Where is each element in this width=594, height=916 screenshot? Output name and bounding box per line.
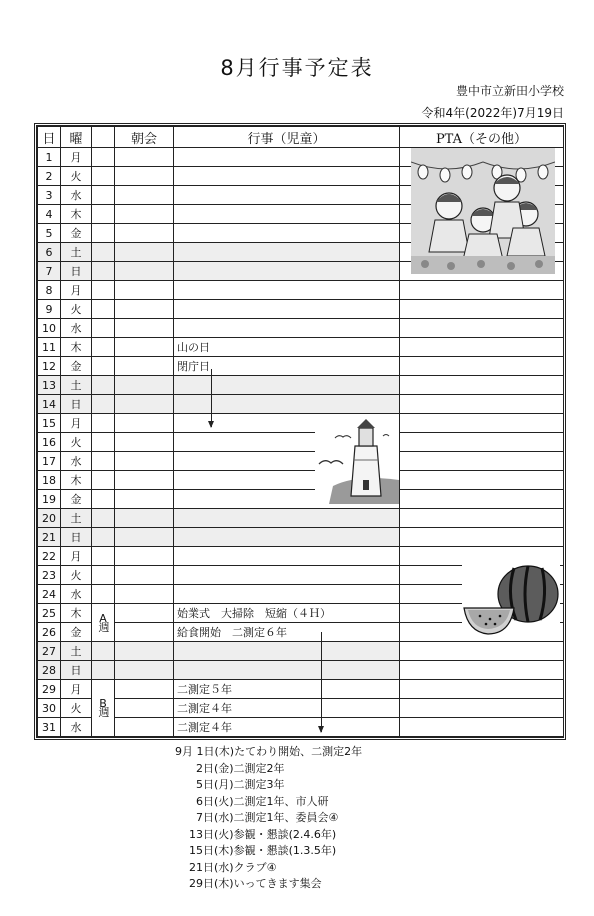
table-row bbox=[38, 433, 564, 452]
event-cell bbox=[174, 661, 400, 680]
weekday: 金 bbox=[61, 490, 92, 509]
day-number: 22 bbox=[38, 547, 61, 566]
event-cell: 始業式 大掃除 短縮（４Ｈ） bbox=[174, 604, 400, 623]
day-number: 31 bbox=[38, 718, 61, 737]
day-number: 15 bbox=[38, 414, 61, 433]
weekday: 日 bbox=[61, 528, 92, 547]
pta-cell bbox=[400, 357, 564, 376]
event-cell: 山の日 bbox=[174, 338, 400, 357]
day-number: 20 bbox=[38, 509, 61, 528]
table-row bbox=[38, 490, 564, 509]
weekday: 水 bbox=[61, 452, 92, 471]
morning-assembly-cell bbox=[115, 680, 174, 699]
weekday: 土 bbox=[61, 509, 92, 528]
event-cell bbox=[174, 281, 400, 300]
weekday: 水 bbox=[61, 718, 92, 737]
table-row bbox=[38, 300, 564, 319]
morning-assembly-cell bbox=[115, 376, 174, 395]
morning-assembly-cell bbox=[115, 623, 174, 642]
weekday: 木 bbox=[61, 205, 92, 224]
week-cell bbox=[92, 167, 115, 186]
header-pta: PTA（その他） bbox=[400, 127, 564, 148]
weekday: 木 bbox=[61, 604, 92, 623]
day-number: 12 bbox=[38, 357, 61, 376]
morning-assembly-cell bbox=[115, 699, 174, 718]
pta-cell bbox=[400, 300, 564, 319]
table-row bbox=[38, 642, 564, 661]
week-cell bbox=[92, 547, 115, 566]
day-number: 28 bbox=[38, 661, 61, 680]
day-number: 18 bbox=[38, 471, 61, 490]
day-number: 4 bbox=[38, 205, 61, 224]
weekday: 火 bbox=[61, 433, 92, 452]
morning-assembly-cell bbox=[115, 452, 174, 471]
morning-assembly-cell bbox=[115, 604, 174, 623]
morning-assembly-cell bbox=[115, 186, 174, 205]
pta-cell bbox=[400, 452, 564, 471]
weekday: 金 bbox=[61, 357, 92, 376]
table-row bbox=[38, 528, 564, 547]
weekday: 水 bbox=[61, 319, 92, 338]
table-row bbox=[38, 718, 564, 737]
day-number: 29 bbox=[38, 680, 61, 699]
event-cell bbox=[174, 528, 400, 547]
table-row bbox=[38, 338, 564, 357]
weekday: 日 bbox=[61, 661, 92, 680]
day-number: 8 bbox=[38, 281, 61, 300]
event-cell bbox=[174, 509, 400, 528]
note-line: 21日(水)クラブ④ bbox=[175, 860, 277, 874]
table-header-row bbox=[38, 127, 564, 148]
event-cell bbox=[174, 547, 400, 566]
day-number: 23 bbox=[38, 566, 61, 585]
morning-assembly-cell bbox=[115, 205, 174, 224]
weekday: 水 bbox=[61, 186, 92, 205]
table-row bbox=[38, 509, 564, 528]
day-number: 7 bbox=[38, 262, 61, 281]
morning-assembly-cell bbox=[115, 547, 174, 566]
summer-festival-illustration bbox=[411, 148, 555, 274]
pta-cell bbox=[400, 338, 564, 357]
pta-cell bbox=[400, 509, 564, 528]
school-name: 豊中市立新田小学校 bbox=[455, 84, 564, 98]
note-line: 5日(月)二測定3年 bbox=[175, 778, 285, 791]
day-number: 10 bbox=[38, 319, 61, 338]
event-cell: 二測定４年 bbox=[174, 718, 400, 737]
morning-assembly-cell bbox=[115, 718, 174, 737]
event-cell: 閉庁日 bbox=[174, 357, 400, 376]
week-cell bbox=[92, 528, 115, 547]
week-cell bbox=[92, 205, 115, 224]
event-cell: 二測定５年 bbox=[174, 680, 400, 699]
note-line: 9月 1日(木)たてわり開始、二測定2年 bbox=[175, 745, 363, 758]
note-line: 29日(木)いってきます集会 bbox=[175, 877, 322, 890]
morning-assembly-cell bbox=[115, 357, 174, 376]
weekday: 土 bbox=[61, 376, 92, 395]
week-cell bbox=[92, 566, 115, 585]
header-weekday: 曜 bbox=[61, 127, 92, 148]
note-line: 7日(水)二測定1年、委員会④ bbox=[175, 811, 339, 824]
day-number: 16 bbox=[38, 433, 61, 452]
pta-cell bbox=[400, 433, 564, 452]
note-line: 6日(火)二測定1年、市人研 bbox=[175, 794, 329, 808]
day-number: 25 bbox=[38, 604, 61, 623]
week-cell bbox=[92, 338, 115, 357]
morning-assembly-cell bbox=[115, 490, 174, 509]
morning-assembly-cell bbox=[115, 642, 174, 661]
week-label-b bbox=[92, 680, 115, 737]
week-cell bbox=[92, 281, 115, 300]
pta-cell bbox=[400, 414, 564, 433]
day-number: 2 bbox=[38, 167, 61, 186]
week-cell bbox=[92, 414, 115, 433]
event-cell bbox=[174, 566, 400, 585]
day-number: 6 bbox=[38, 243, 61, 262]
weekday: 木 bbox=[61, 338, 92, 357]
morning-assembly-cell bbox=[115, 566, 174, 585]
table-row bbox=[38, 357, 564, 376]
pta-cell bbox=[400, 471, 564, 490]
pta-cell bbox=[400, 395, 564, 414]
day-number: 1 bbox=[38, 148, 61, 167]
day-number: 30 bbox=[38, 699, 61, 718]
week-label-a bbox=[92, 604, 115, 642]
day-number: 19 bbox=[38, 490, 61, 509]
week-cell bbox=[92, 186, 115, 205]
morning-assembly-cell bbox=[115, 661, 174, 680]
pta-cell bbox=[400, 281, 564, 300]
note-line: 2日(金)二測定2年 bbox=[175, 761, 285, 775]
morning-assembly-cell bbox=[115, 262, 174, 281]
event-cell bbox=[174, 186, 400, 205]
event-cell: 二測定４年 bbox=[174, 699, 400, 718]
week-cell bbox=[92, 452, 115, 471]
day-number: 26 bbox=[38, 623, 61, 642]
week-cell bbox=[92, 376, 115, 395]
week-cell bbox=[92, 661, 115, 680]
morning-assembly-cell bbox=[115, 509, 174, 528]
day-number: 17 bbox=[38, 452, 61, 471]
event-cell bbox=[174, 300, 400, 319]
weekday: 火 bbox=[61, 167, 92, 186]
day-number: 14 bbox=[38, 395, 61, 414]
morning-assembly-cell bbox=[115, 281, 174, 300]
table-row bbox=[38, 414, 564, 433]
issue-date: 令和4年(2022年)7月19日 bbox=[421, 106, 564, 120]
header-events: 行事（児童） bbox=[174, 127, 400, 148]
weekday: 木 bbox=[61, 471, 92, 490]
september-notes bbox=[175, 744, 362, 893]
week-cell bbox=[92, 509, 115, 528]
weekday: 火 bbox=[61, 699, 92, 718]
morning-assembly-cell bbox=[115, 395, 174, 414]
day-number: 3 bbox=[38, 186, 61, 205]
pta-cell bbox=[400, 376, 564, 395]
week-cell bbox=[92, 471, 115, 490]
weekday: 土 bbox=[61, 243, 92, 262]
week-cell bbox=[92, 243, 115, 262]
watermelon-illustration bbox=[462, 562, 560, 638]
event-cell bbox=[174, 642, 400, 661]
table-row bbox=[38, 699, 564, 718]
pta-cell bbox=[400, 490, 564, 509]
event-cell bbox=[174, 395, 400, 414]
day-number: 9 bbox=[38, 300, 61, 319]
day-number: 24 bbox=[38, 585, 61, 604]
day-number: 21 bbox=[38, 528, 61, 547]
lighthouse-illustration bbox=[315, 416, 399, 504]
weekday: 火 bbox=[61, 300, 92, 319]
weekday: 火 bbox=[61, 566, 92, 585]
morning-assembly-cell bbox=[115, 148, 174, 167]
header-week bbox=[92, 127, 115, 148]
closed-period-arrow bbox=[211, 369, 212, 427]
table-row bbox=[38, 281, 564, 300]
weekday: 金 bbox=[61, 623, 92, 642]
measurement-period-arrow bbox=[321, 632, 322, 732]
day-number: 27 bbox=[38, 642, 61, 661]
header-morning-assembly: 朝会 bbox=[115, 127, 174, 148]
week-cell bbox=[92, 300, 115, 319]
table-row bbox=[38, 471, 564, 490]
weekday: 日 bbox=[61, 395, 92, 414]
pta-cell bbox=[400, 718, 564, 737]
weekday: 月 bbox=[61, 414, 92, 433]
morning-assembly-cell bbox=[115, 224, 174, 243]
morning-assembly-cell bbox=[115, 319, 174, 338]
weekday: 月 bbox=[61, 680, 92, 699]
morning-assembly-cell bbox=[115, 338, 174, 357]
week-cell bbox=[92, 357, 115, 376]
pta-cell bbox=[400, 699, 564, 718]
header-day: 日 bbox=[38, 127, 61, 148]
table-row bbox=[38, 661, 564, 680]
morning-assembly-cell bbox=[115, 167, 174, 186]
week-label-text: A週 bbox=[98, 611, 110, 634]
weekday: 月 bbox=[61, 281, 92, 300]
event-cell bbox=[174, 585, 400, 604]
event-cell bbox=[174, 262, 400, 281]
weekday: 金 bbox=[61, 224, 92, 243]
event-cell bbox=[174, 148, 400, 167]
week-cell bbox=[92, 224, 115, 243]
table-row bbox=[38, 376, 564, 395]
day-number: 11 bbox=[38, 338, 61, 357]
pta-cell bbox=[400, 642, 564, 661]
event-cell bbox=[174, 167, 400, 186]
table-row bbox=[38, 395, 564, 414]
morning-assembly-cell bbox=[115, 414, 174, 433]
week-cell bbox=[92, 262, 115, 281]
weekday: 月 bbox=[61, 547, 92, 566]
pta-cell bbox=[400, 661, 564, 680]
table-row bbox=[38, 680, 564, 699]
event-cell bbox=[174, 205, 400, 224]
week-cell bbox=[92, 433, 115, 452]
week-cell bbox=[92, 585, 115, 604]
morning-assembly-cell bbox=[115, 528, 174, 547]
morning-assembly-cell bbox=[115, 243, 174, 262]
day-number: 5 bbox=[38, 224, 61, 243]
week-cell bbox=[92, 395, 115, 414]
event-cell bbox=[174, 376, 400, 395]
pta-cell bbox=[400, 680, 564, 699]
morning-assembly-cell bbox=[115, 471, 174, 490]
pta-cell bbox=[400, 319, 564, 338]
week-cell bbox=[92, 490, 115, 509]
event-cell bbox=[174, 243, 400, 262]
event-cell bbox=[174, 319, 400, 338]
day-number: 13 bbox=[38, 376, 61, 395]
week-cell bbox=[92, 642, 115, 661]
note-line: 15日(木)参観・懇談(1.3.5年) bbox=[175, 844, 337, 857]
morning-assembly-cell bbox=[115, 585, 174, 604]
morning-assembly-cell bbox=[115, 300, 174, 319]
week-label-text: B週 bbox=[98, 697, 110, 719]
table-row bbox=[38, 452, 564, 471]
morning-assembly-cell bbox=[115, 433, 174, 452]
pta-cell bbox=[400, 528, 564, 547]
weekday: 月 bbox=[61, 148, 92, 167]
note-line: 13日(火)参観・懇談(2.4.6年) bbox=[175, 827, 337, 841]
weekday: 土 bbox=[61, 642, 92, 661]
event-cell bbox=[174, 224, 400, 243]
week-cell bbox=[92, 319, 115, 338]
weekday: 水 bbox=[61, 585, 92, 604]
week-cell bbox=[92, 148, 115, 167]
table-row bbox=[38, 319, 564, 338]
weekday: 日 bbox=[61, 262, 92, 281]
page-title: 8月行事予定表 bbox=[220, 56, 374, 80]
event-cell: 給食開始 二測定６年 bbox=[174, 623, 400, 642]
